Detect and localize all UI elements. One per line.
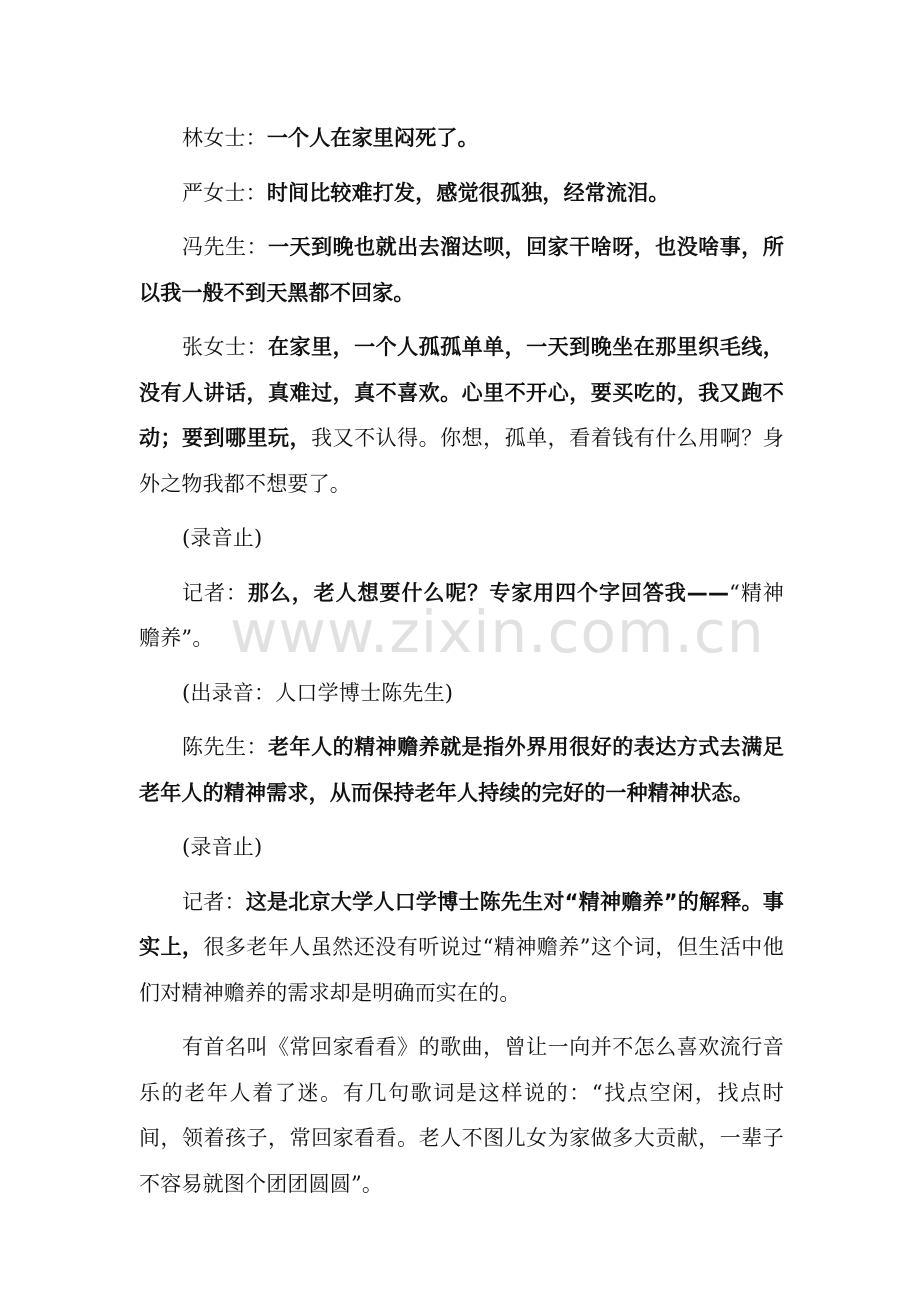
quote-text: 这是北京大学人口学博士陈先生对“精神赡养”的解释。事实上， [139,889,784,959]
document-body [139,116,784,1207]
speaker-label: 记者： [182,580,248,605]
speaker-label: 张女士： [182,335,269,359]
body-text: 有首名叫《常回家看看》的歌曲，曾让一向并不怎么喜欢流行音乐的老年人着了迷。有几句歌词是这样说的：“找点空闲，找点时间，领着孩子，常回家看看。老人不图儿女为家做多大贡献，一辈子不容易就图个团团圆圆”。 [139,1035,784,1196]
quote-text-regular: “精神赡养”。 [139,580,784,650]
paragraph-chen [139,725,784,816]
recording-stop [139,825,784,871]
quote-text-regular: 很多老年人虽然还没有听说过“精神赡养”这个词，但生活中他们对精神赡养的需求却是明确而实在的。 [139,935,784,1005]
recording-start [139,671,784,717]
stage-note: (录音止) [182,526,263,550]
speaker-label: 林女士： [182,126,267,150]
quote-text: 时间比较难打发，感觉很孤独，经常流泪。 [266,180,670,205]
paragraph-reporter-2 [139,880,784,1017]
recording-stop [139,516,784,562]
quote-text: 在家里，一个人孤孤单单，一天到晚坐在那里织毛线，没有人讲话，真难过，真不喜欢。心里不开心，要买吃的，我又跑不动；要到哪里玩， [139,335,784,450]
paragraph-zhang [139,325,784,507]
speaker-label: 冯先生： [182,235,269,259]
speaker-label: 记者： [182,889,246,914]
quote-text: 一个人在家里闷死了。 [266,126,479,150]
quote-text: 老年人的精神赡养就是指外界用很好的表达方式去满足老年人的精神需求，从而保持老年人持续的完好的一种精神状态。 [139,735,784,805]
watermark: www.zixin.com.cn [230,598,765,666]
quote-text: 那么，老人想要什么呢？专家用四个字回答我—— [247,580,730,605]
paragraph-reporter-1 [139,571,784,662]
speaker-label: 严女士： [182,180,267,205]
paragraph-yan [139,171,784,217]
paragraph-song [139,1025,784,1207]
stage-note: (录音止) [182,835,263,859]
paragraph-lin [139,116,784,162]
stage-note: (出录音：人口学博士陈先生) [182,680,454,705]
paragraph-feng [139,225,784,316]
quote-text-regular: 我又不认得。你想，孤单，看着钱有什么用啊？身外之物我都不想要了。 [139,426,784,496]
speaker-label: 陈先生： [182,735,269,759]
quote-text: 一天到晚也就出去溜达呗，回家干啥呀，也没啥事，所以我一般不到天黑都不回家。 [139,235,784,305]
